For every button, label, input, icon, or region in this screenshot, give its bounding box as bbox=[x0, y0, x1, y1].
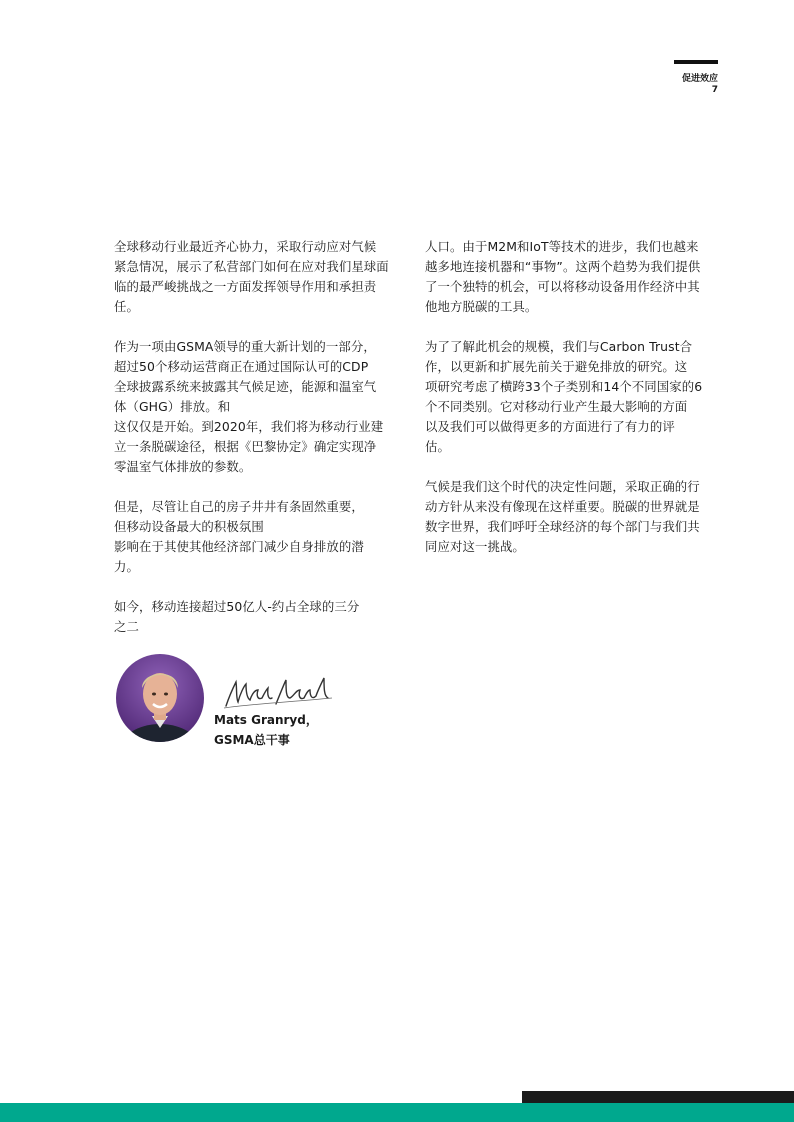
text-line: 力。 bbox=[114, 559, 139, 574]
text-line: 了一个独特的机会，可以将移动设备用作经济中其 bbox=[425, 279, 700, 294]
text-line: 但移动设备最大的积极氛围 bbox=[114, 519, 264, 534]
text-line: 零温室气体排放的参数。 bbox=[114, 459, 252, 474]
footer-dark-bar bbox=[522, 1091, 794, 1103]
text-line: 如今，移动连接超过50亿人-约占全球的三分 bbox=[114, 599, 360, 614]
paragraph bbox=[114, 597, 409, 637]
text-line: 但是，尽管让自己的房子井井有条固然重要， bbox=[114, 499, 364, 514]
person-portrait-icon bbox=[116, 654, 204, 742]
text-line: 体（GHG）排放。和 bbox=[114, 399, 231, 414]
paragraph bbox=[425, 337, 725, 457]
text-line: 数字世界，我们呼吁全球经济的每个部门与我们共 bbox=[425, 519, 700, 534]
text-line: 这仅仅是开始。到2020年，我们将为移动行业建 bbox=[114, 419, 384, 434]
paragraph bbox=[425, 477, 725, 557]
text-line: 作为一项由GSMA领导的重大新计划的一部分， bbox=[114, 339, 376, 354]
text-line: 紧急情况，展示了私营部门如何在应对我们星球面 bbox=[114, 259, 389, 274]
text-line: 同应对这一挑战。 bbox=[425, 539, 525, 554]
text-line: 之二 bbox=[114, 619, 139, 634]
text-line: 全球披露系统来披露其气候足迹，能源和温室气 bbox=[114, 379, 377, 394]
text-line: 作，以更新和扩展先前关于避免排放的研究。这 bbox=[425, 359, 688, 374]
text-line: 个不同类别。它对移动行业产生最大影响的方面 bbox=[425, 399, 688, 414]
text-line: 气候是我们这个时代的决定性问题，采取正确的行 bbox=[425, 479, 700, 494]
signature-icon bbox=[220, 668, 340, 716]
left-column bbox=[114, 237, 409, 657]
text-line: 全球移动行业最近齐心协力，采取行动应对气候 bbox=[114, 239, 377, 254]
section-title: 促进效应 bbox=[681, 74, 718, 84]
text-line: 临的最严峻挑战之一方面发挥领导作用和承担责 bbox=[114, 279, 377, 294]
paragraph bbox=[425, 237, 725, 317]
signatory-role: GSMA总干事 bbox=[214, 733, 290, 747]
text-line: 动方针从来没有像现在这样重要。脱碳的世界就是 bbox=[425, 499, 700, 514]
author-photo bbox=[116, 654, 204, 742]
paragraph bbox=[114, 337, 409, 477]
text-line: 项研究考虑了横跨33个子类别和14个不同国家的6 bbox=[425, 379, 703, 394]
signatory-name: Mats Granryd， bbox=[214, 713, 318, 727]
text-line: 为了了解此机会的规模，我们与Carbon Trust合 bbox=[425, 339, 693, 354]
right-column bbox=[425, 237, 725, 577]
text-line: 人口。由于M2M和IoT等技术的进步，我们也越来 bbox=[425, 239, 699, 254]
page-number: 7 bbox=[711, 85, 718, 95]
footer-teal-bar bbox=[0, 1103, 794, 1122]
text-line: 超过50个移动运营商正在通过国际认可的CDP bbox=[114, 359, 369, 374]
paragraph bbox=[114, 237, 409, 317]
header-rule bbox=[674, 60, 718, 64]
paragraph bbox=[114, 497, 409, 577]
text-line: 任。 bbox=[114, 299, 139, 314]
text-line: 以及我们可以做得更多的方面进行了有力的评 bbox=[425, 419, 675, 434]
text-line: 越多地连接机器和“事物”。这两个趋势为我们提供 bbox=[425, 259, 701, 274]
text-line: 估。 bbox=[425, 439, 450, 454]
text-line: 影响在于其使其他经济部门减少自身排放的潜 bbox=[114, 539, 364, 554]
text-line: 他地方脱碳的工具。 bbox=[425, 299, 538, 314]
text-line: 立一条脱碳途径，根据《巴黎协定》确定实现净 bbox=[114, 439, 377, 454]
